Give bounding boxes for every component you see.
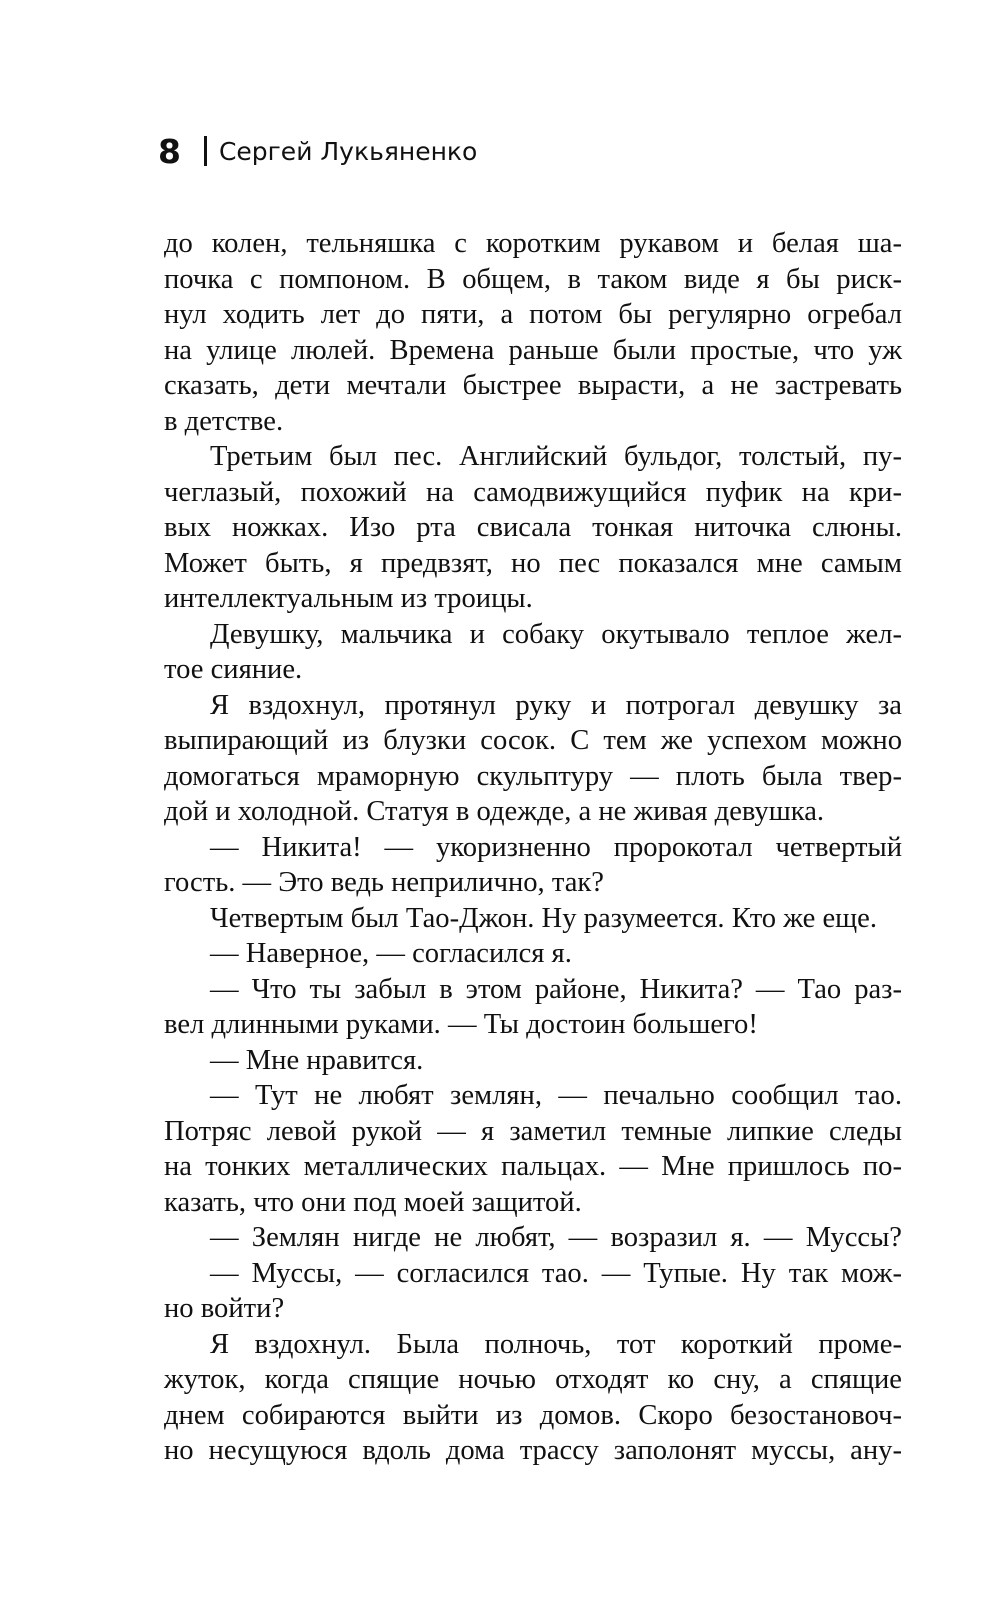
text-line: вел длинными руками. — Ты достоин большего!: [164, 1009, 758, 1040]
text-line: казать, что они под моей защитой.: [164, 1186, 582, 1218]
text-line: чеглазый, похожий на самодвижущийся пуфик на кри-: [164, 476, 902, 508]
text-line: гость. — Это ведь неприлично, так?: [164, 867, 604, 898]
text-line: почка с помпоном. В общем, в таком виде я бы риск-: [164, 263, 902, 295]
text-line: — Землян нигде не любят, — возразил я. — Муссы?: [210, 1222, 902, 1253]
text-line: выпирающий из блузки сосок. С тем же успехом можно: [164, 725, 902, 756]
running-head: [158, 131, 477, 171]
text-line: — Наверное, — согласился я.: [210, 938, 572, 969]
text-line: на улице люлей. Времена раньше были простые, что уж: [164, 334, 902, 366]
text-line: жуток, когда спящие ночью отходят ко сну, а спящие: [164, 1364, 902, 1395]
author-name: Сергей Лукьяненко: [218, 136, 478, 166]
text-line: дой и холодной. Статуя в одежде, а не живая девушка.: [164, 796, 825, 827]
text-line: нул ходить лет до пяти, а потом бы регулярно огребал: [164, 299, 902, 330]
text-line: — Тут не любят землян, — печально сообщил тао.: [210, 1080, 902, 1111]
text-line: Я вздохнул. Была полночь, тот короткий проме-: [210, 1328, 902, 1360]
text-line: в детстве.: [164, 405, 284, 437]
body-text: [164, 226, 902, 1469]
text-line: Третьим был пес. Английский бульдог, толстый, пу-: [210, 441, 902, 472]
text-line: Потряс левой рукой — я заметил темные липкие следы: [164, 1115, 902, 1147]
text-line: — Мне нравится.: [210, 1044, 424, 1076]
text-line: но несущуюся вдоль дома трассу заполонят муссы, ану-: [164, 1435, 902, 1466]
text-line: Я вздохнул, протянул руку и потрогал девушку за: [210, 689, 902, 721]
text-line: — Муссы, — согласился тао. — Тупые. Ну так мож-: [210, 1257, 902, 1289]
page-number: 8: [158, 131, 180, 171]
text-line: Четвертым был Тао-Джон. Ну разумеется. Кто же еще.: [210, 902, 878, 934]
text-line: вых ножках. Изо рта свисала тонкая ниточка слюны.: [164, 512, 902, 543]
text-line: домогаться мраморную скульптуру — плоть была твер-: [164, 760, 902, 792]
text-line: Может быть, я предвзят, но пес показался мне самым: [164, 547, 902, 579]
text-line: до колен, тельняшка с коротким рукавом и белая ша-: [164, 228, 902, 259]
text-line: — Что ты забыл в этом районе, Никита? — Тао раз-: [210, 973, 902, 1005]
text-line: интеллектуальным из троицы.: [164, 583, 533, 614]
header-divider: [204, 136, 207, 166]
text-line: на тонких металлических пальцах. — Мне пришлось по-: [164, 1151, 902, 1182]
text-line: — Никита! — укоризненно пророкотал четвертый: [210, 831, 902, 863]
text-line: но войти?: [164, 1293, 285, 1324]
text-line: сказать, дети мечтали быстрее вырасти, а не застревать: [164, 370, 902, 401]
text-line: Девушку, мальчика и собаку окутывало теплое жел-: [210, 618, 902, 650]
text-line: тое сияние.: [164, 654, 303, 685]
text-line: днем собираются выйти из домов. Скоро безостановоч-: [164, 1399, 902, 1431]
